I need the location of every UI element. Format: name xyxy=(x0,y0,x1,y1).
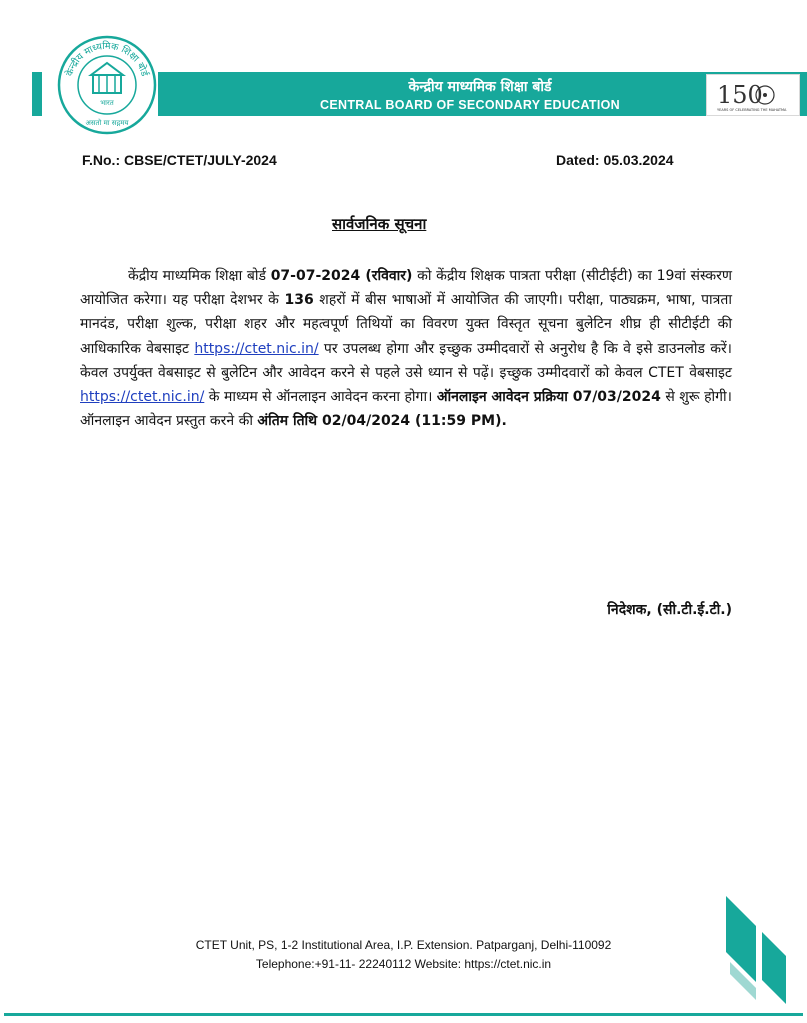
org-name-english: CENTRAL BOARD OF SECONDARY EDUCATION xyxy=(320,98,620,112)
last-date: अंतिम तिथि 02/04/2024 (11:59 PM). xyxy=(257,413,507,430)
footer-address: CTET Unit, PS, 1-2 Institutional Area, I.P. Extension. Patparganj, Delhi-110092 xyxy=(195,938,612,952)
header-accent-left xyxy=(32,72,42,116)
anniversary-badge xyxy=(706,74,800,116)
body-text-1: केंद्रीय माध्यमिक शिक्षा बोर्ड xyxy=(128,268,271,284)
notice-date: Dated: 05.03.2024 xyxy=(556,152,674,168)
footer-contact: Telephone:+91-11- 22240112 Website: https://ctet.nic.in xyxy=(255,957,552,971)
body-text-6: से शुरू होगी। ऑनलाइन आवेदन प्रस्तुत करने की xyxy=(80,389,732,430)
notice-body xyxy=(80,264,732,433)
website-link-1[interactable]: https://ctet.nic.in/ xyxy=(194,340,319,357)
exam-date: 07-07-2024 (रविवार) xyxy=(270,268,413,284)
logo-motto: असतो मा सद्गमय xyxy=(85,119,129,127)
file-number: F.No.: CBSE/CTET/JULY-2024 xyxy=(82,152,277,168)
org-name-hindi: केन्द्रीय माध्यमिक शिक्षा बोर्ड xyxy=(408,79,552,95)
cbse-logo xyxy=(55,33,159,137)
logo-ring-text: केन्द्रीय माध्यमिक शिक्षा बोर्ड xyxy=(64,40,150,78)
notice-title: सार्वजनिक सूचना xyxy=(332,215,427,233)
body-text-3: शहरों में बीस भाषाओं में आयोजित की जाएगी। परीक्षा, पाठ्यक्रम, भाषा, पात्रता मानदंड, परीक्षा शुल्क, परीक्षा शहर और महत्वपूर्ण तिथियों का विवरण युक्त विस्तृत सूचना बुलेटिन शीघ्र ही सीटीईटी की आधिकारिक वेबसाइट xyxy=(80,292,732,357)
signature: निदेशक, (सी.टी.ई.टी.) xyxy=(607,602,732,618)
footer-rule xyxy=(4,1013,803,1016)
body-text-4: पर उपलब्ध होगा और इच्छुक उम्मीदवारों से अनुरोध है कि वे इसे डाउनलोड करें। केवल उपर्युक्त वेबसाइट से बुलेटिन और आवेदन करने से पहले उसे ध्यान से पढ़ें। इच्छुक उम्मीदवारों को केवल CTET वेबसाइट xyxy=(80,340,732,381)
badge-caption: YEARS OF CELEBRATING THE MAHATMA xyxy=(717,108,787,112)
logo-country: भारत xyxy=(100,99,114,107)
badge-number: 150 xyxy=(717,81,763,109)
body-text-5: के माध्यम से ऑनलाइन आवेदन करना होगा। xyxy=(204,389,437,406)
city-count: 136 xyxy=(284,292,314,309)
online-start-date: ऑनलाइन आवेदन प्रक्रिया 07/03/2024 xyxy=(436,389,661,406)
body-text-2: को केंद्रीय शिक्षक पात्रता परीक्षा (सीटीईटी) का 19वां संस्करण आयोजित करेगा। यह परीक्षा देशभर के xyxy=(80,268,732,309)
website-link-2[interactable]: https://ctet.nic.in/ xyxy=(80,389,205,406)
